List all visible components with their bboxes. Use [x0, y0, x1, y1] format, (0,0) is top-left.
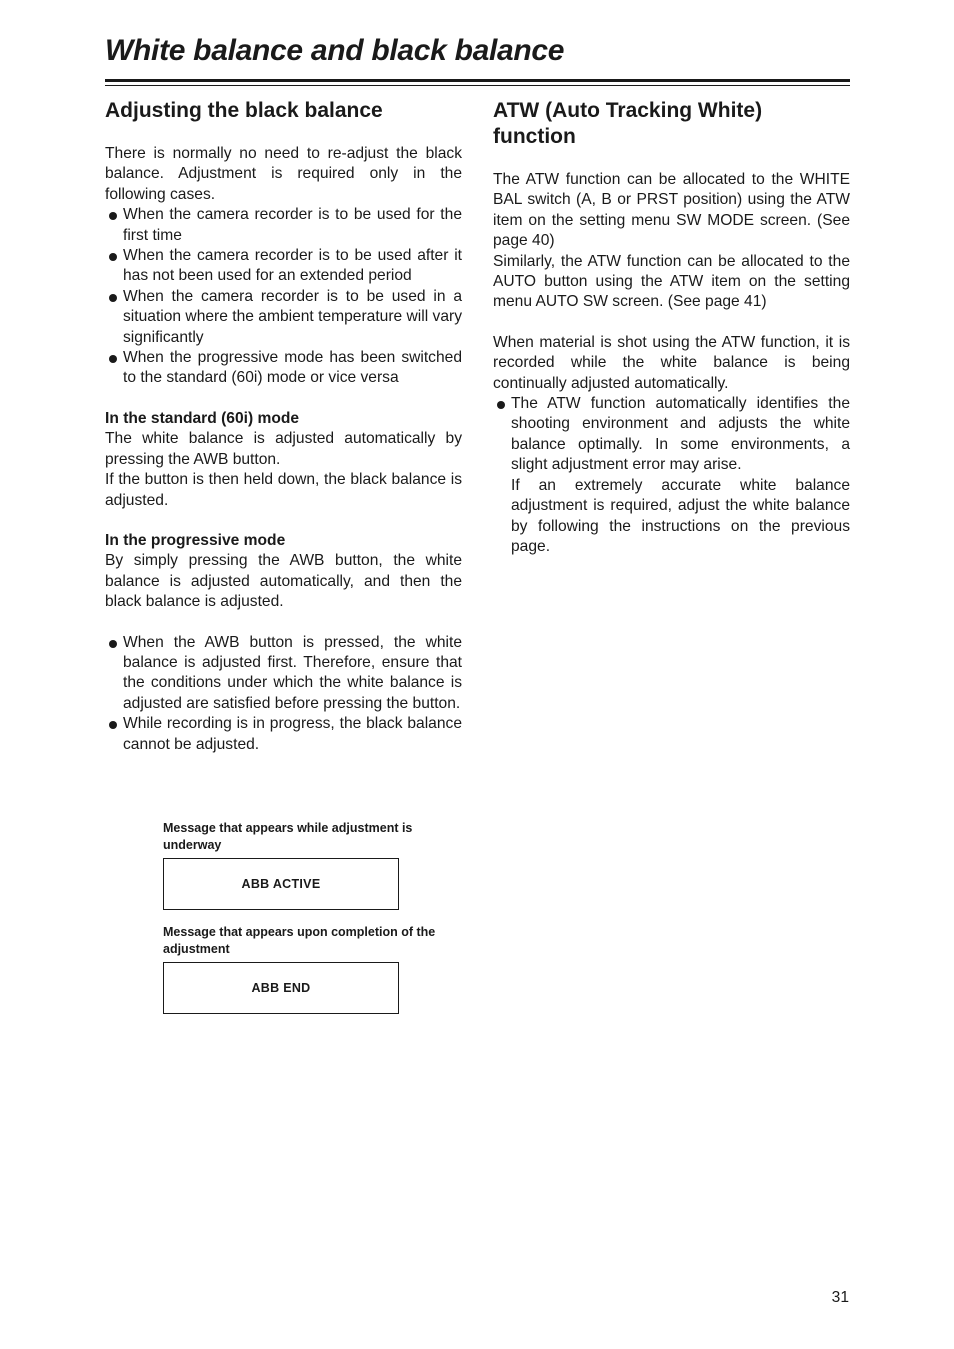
atw-note-text-1: The ATW function automatically identifies the shooting environment and adjusts the white balance optimally. In some environments, a slight adjustment error may arise.	[511, 395, 850, 474]
list-item	[105, 246, 462, 287]
bullet-icon	[109, 640, 117, 648]
case-text: When the camera recorder is to be used in a situation where the ambient temperature will vary significantly	[123, 287, 462, 346]
abb-end-caption: Message that appears upon completion of the adjustment	[163, 925, 436, 956]
list-item	[105, 633, 462, 715]
abb-active-message-figure	[163, 820, 463, 910]
left-column	[105, 98, 462, 755]
notes-list	[105, 633, 462, 755]
bullet-icon	[109, 212, 117, 220]
note-text: When the AWB button is pressed, the white balance is adjusted first. Therefore, ensure that the conditions under which the white balance is adjusted are satisfied before pressing the button.	[123, 633, 462, 712]
list-item	[105, 348, 462, 389]
note-text: While recording is in progress, the black balance cannot be adjusted.	[123, 715, 462, 753]
list-item	[105, 205, 462, 246]
abb-end-message-figure	[163, 924, 463, 1014]
case-text: When the camera recorder is to be used after it has not been used for an extended period	[123, 247, 462, 285]
bullet-icon	[109, 355, 117, 363]
right-column	[493, 98, 850, 557]
title-rule-thin	[105, 85, 850, 86]
atw-text-1: The ATW function can be allocated to the WHITE BAL switch (A, B or PRST position) using the ATW item on the setting menu SW MODE screen. (See page 40)	[493, 171, 850, 250]
standard-mode-text-2: If the button is then held down, the black balance is adjusted.	[105, 471, 462, 509]
page-title: White balance and black balance	[105, 34, 565, 67]
abb-end-display: ABB END	[163, 962, 399, 1014]
abb-active-display: ABB ACTIVE	[163, 858, 399, 910]
progressive-mode-text: By simply pressing the AWB button, the white balance is adjusted automatically, and then the black balance is adjusted.	[105, 552, 462, 611]
black-balance-intro: There is normally no need to re-adjust the black balance. Adjustment is required only in the following cases.	[105, 145, 462, 203]
case-text: When the camera recorder is to be used for the first time	[123, 206, 462, 244]
adjustment-cases-list	[105, 205, 462, 389]
atw-text-2: Similarly, the ATW function can be allocated to the AUTO button using the ATW item on the setting menu AUTO SW screen. (See page 41)	[493, 252, 850, 311]
title-rule-thick	[105, 79, 850, 82]
bullet-icon	[109, 721, 117, 729]
case-text: When the progressive mode has been switched to the standard (60i) mode or vice versa	[123, 349, 462, 387]
bullet-icon	[109, 253, 117, 261]
atw-text-3: When material is shot using the ATW function, it is recorded while the white balance is being continually adjusted automatically.	[493, 333, 850, 392]
abb-active-caption: Message that appears while adjustment is underway	[163, 821, 413, 852]
page-number: 31	[831, 1289, 849, 1306]
black-balance-heading: Adjusting the black balance	[105, 99, 383, 122]
atw-note-text-2: If an extremely accurate white balance adjustment is required, adjust the white balance by following the instructions on the previous page.	[511, 476, 850, 555]
list-item	[493, 394, 850, 557]
standard-mode-text-1: The white balance is adjusted automatically by pressing the AWB button.	[105, 430, 462, 468]
progressive-mode-heading: In the progressive mode	[105, 531, 286, 549]
list-item	[105, 714, 462, 755]
bullet-icon	[497, 401, 505, 409]
atw-heading: ATW (Auto Tracking White) function	[493, 99, 763, 148]
atw-notes-list	[493, 394, 850, 557]
bullet-icon	[109, 294, 117, 302]
list-item	[105, 287, 462, 348]
standard-mode-heading: In the standard (60i) mode	[105, 409, 300, 427]
